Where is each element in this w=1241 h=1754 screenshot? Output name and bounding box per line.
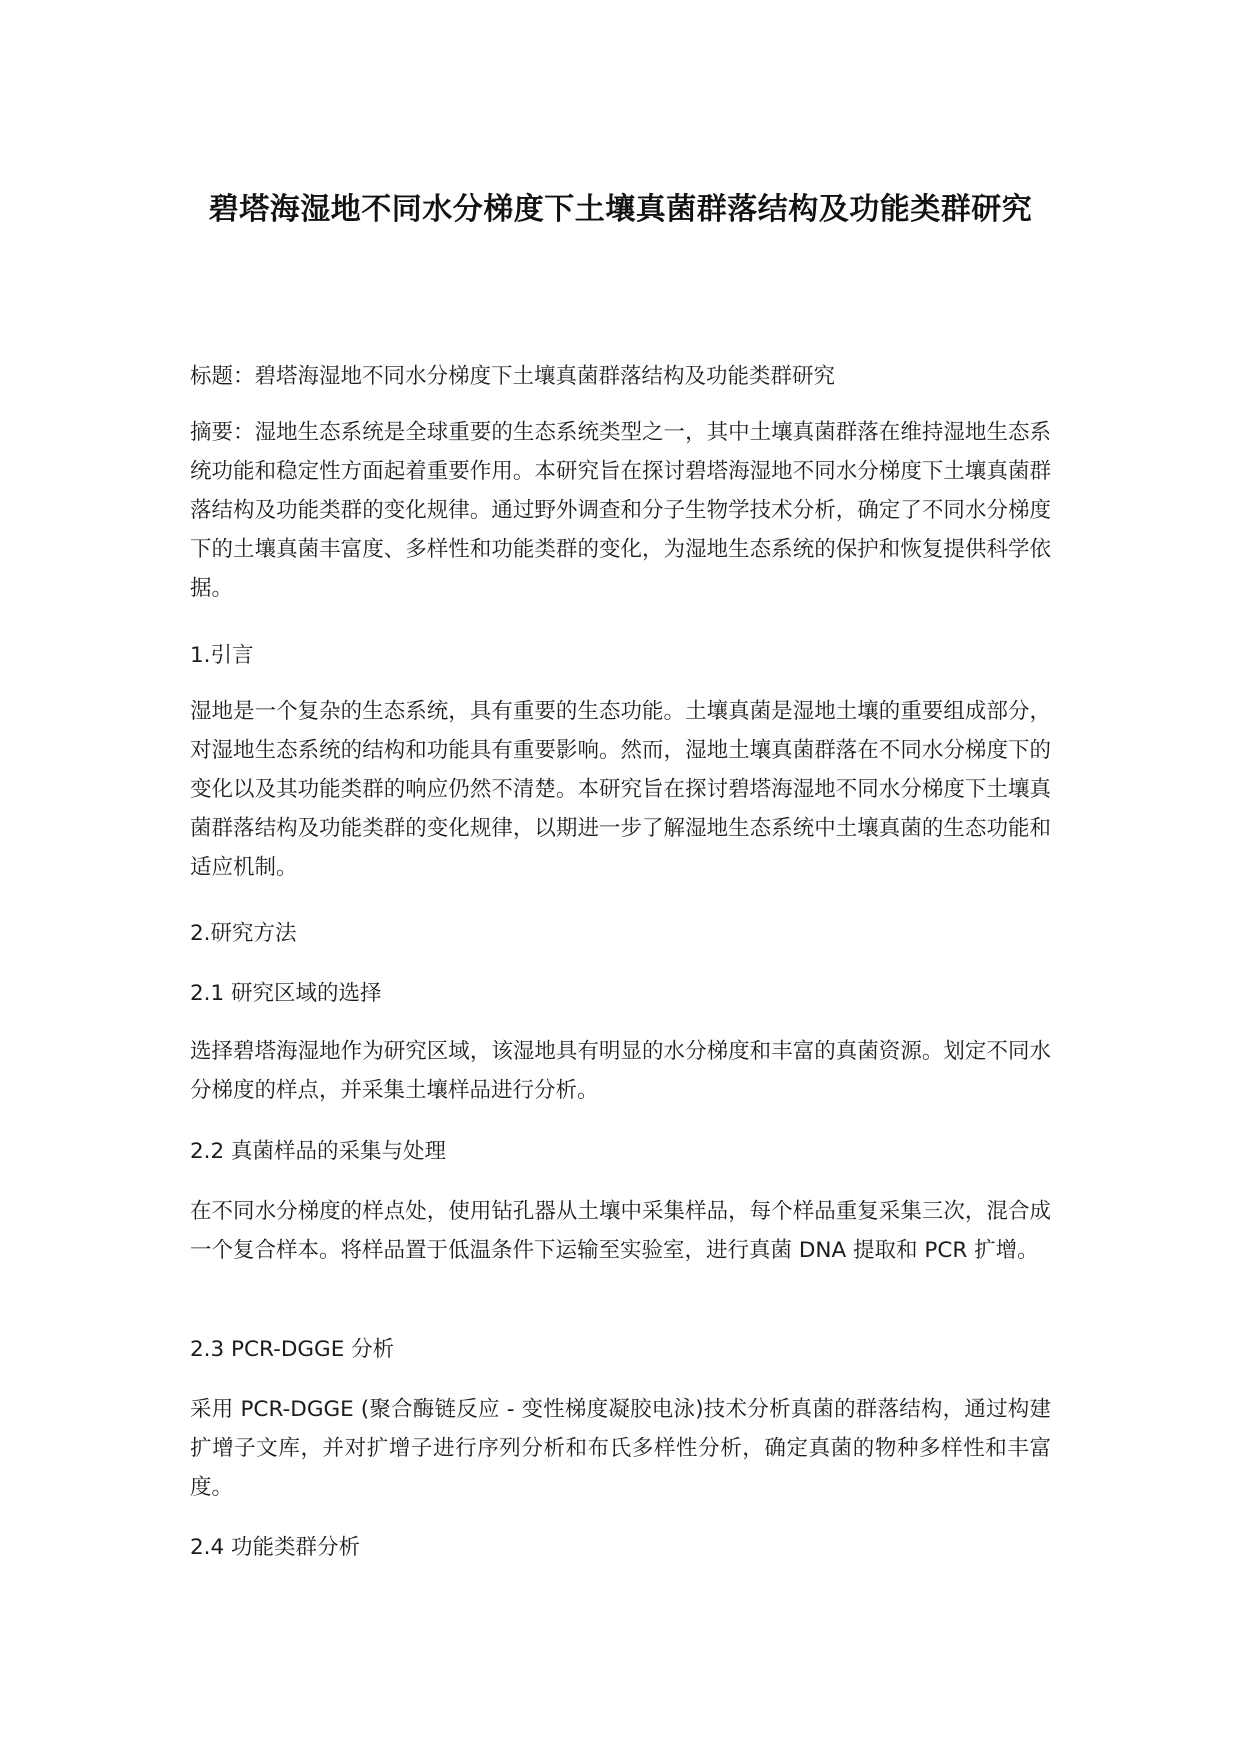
title-line: 标题：碧塔海湿地不同水分梯度下土壤真菌群落结构及功能类群研究 (190, 364, 836, 389)
subsection-heading-study-area: 2.1 研究区域的选择 (190, 981, 382, 1006)
subsection-heading-functional-groups: 2.4 功能类群分析 (190, 1535, 361, 1560)
document-title: 碧塔海湿地不同水分梯度下土壤真菌群落结构及功能类群研究 (208, 192, 1033, 227)
pcr-dgge-paragraph: 采用 PCR-DGGE (聚合酶链反应 - 变性梯度凝胶电泳)技术分析真菌的群落结构，通过构建扩增子文库，并对扩增子进行序列分析和布氏多样性分析，确定真菌的物种多样性和丰富度。 (190, 1397, 1051, 1500)
subsection-heading-sampling: 2.2 真菌样品的采集与处理 (190, 1139, 447, 1164)
sampling-paragraph: 在不同水分梯度的样点处，使用钻孔器从土壤中采集样品，每个样品重复采集三次，混合成一个复合样本。将样品置于低温条件下运输至实验室，进行真菌 DNA 提取和 PCR 扩增。 (190, 1199, 1051, 1263)
study-area-paragraph: 选择碧塔海湿地作为研究区域，该湿地具有明显的水分梯度和丰富的真菌资源。划定不同水分梯度的样点，并采集土壤样品进行分析。 (190, 1039, 1051, 1103)
section-heading-introduction: 1.引言 (190, 643, 254, 668)
subsection-heading-pcr-dgge: 2.3 PCR-DGGE 分析 (190, 1337, 395, 1362)
abstract-paragraph: 摘要：湿地生态系统是全球重要的生态系统类型之一，其中土壤真菌群落在维持湿地生态系统功能和稳定性方面起着重要作用。本研究旨在探讨碧塔海湿地不同水分梯度下土壤真菌群落结构及功能类群的变化规律。通过野外调查和分子生物学技术分析，确定了不同水分梯度下的土壤真菌丰富度、多样性和功能类群的变化，为湿地生态系统的保护和恢复提供科学依据。 (190, 420, 1051, 601)
introduction-paragraph: 湿地是一个复杂的生态系统，具有重要的生态功能。土壤真菌是湿地土壤的重要组成部分，对湿地生态系统的结构和功能具有重要影响。然而，湿地土壤真菌群落在不同水分梯度下的变化以及其功能类群的响应仍然不清楚。本研究旨在探讨碧塔海湿地不同水分梯度下土壤真菌群落结构及功能类群的变化规律，以期进一步了解湿地生态系统中土壤真菌的生态功能和适应机制。 (190, 699, 1051, 880)
section-heading-methods: 2.研究方法 (190, 921, 297, 946)
